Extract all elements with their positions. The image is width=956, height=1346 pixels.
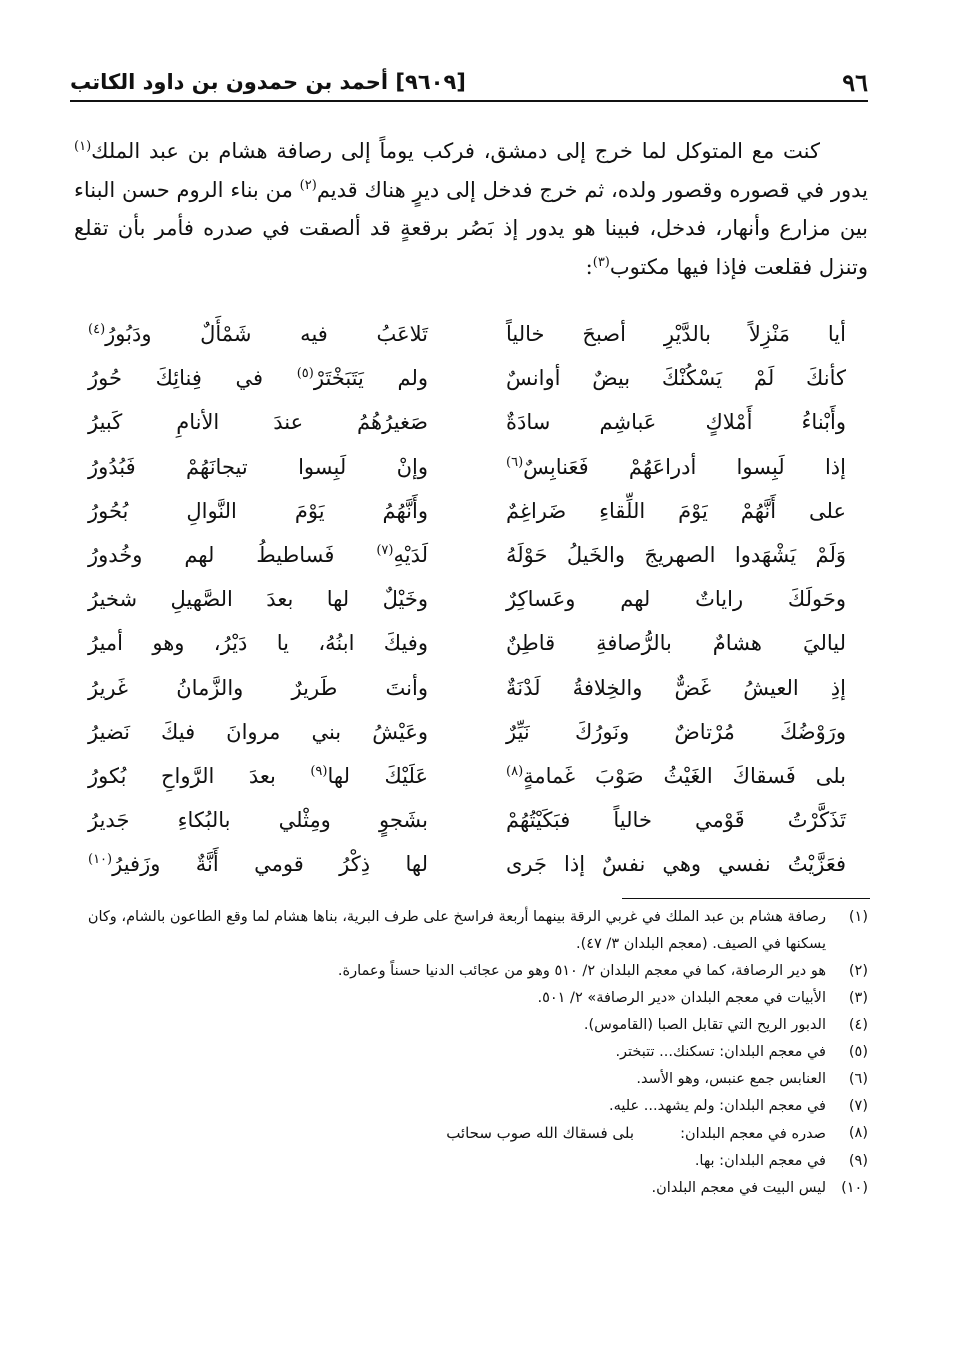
prose-text-3: من بناء الروم حسن البناء بين مزارع وأنهار، فدخل، فبينا هو يدور إذ بَصُر برقعةٍ قد ألصقت في صدره فأمر بأن تقلع وتنزل فقلعت فإذا فيها مكتوب xyxy=(74,177,868,279)
hemistich-text: على أَنَّهُمْ يَوْمَ اللِّقاءِ ضَراغِمٌ xyxy=(506,498,846,523)
footnote-item xyxy=(74,985,868,1012)
footnote-number: (٦) xyxy=(848,1071,868,1087)
poem xyxy=(88,312,846,886)
verse-line xyxy=(88,710,846,754)
hemistich-text-cont: في فِنائِكَ حُورُ xyxy=(88,366,297,391)
paragraph-body xyxy=(74,132,868,286)
footnote-number: (٤) xyxy=(848,1017,868,1033)
verse-line xyxy=(88,754,846,798)
verse-hemistich-second xyxy=(88,808,428,832)
footnote-ref-3: (٣) xyxy=(592,254,610,270)
hemistich-text: وحَولَكَ راياتٌ لهم وعَساكِرٌ xyxy=(506,587,846,612)
footnote-item xyxy=(74,1148,868,1175)
footnote-item xyxy=(74,1012,868,1039)
verse-line xyxy=(88,798,846,842)
verse-hemistich-first xyxy=(506,764,846,788)
hemistich-text: بلى فَسقاكَ الغَيْثُ صَوْبَ غَمامةٍ xyxy=(523,763,846,788)
footnote-number: (٩) xyxy=(848,1153,868,1169)
footnote-ref: (٦) xyxy=(506,454,524,470)
verse-hemistich-first xyxy=(506,543,846,567)
verse-hemistich-second xyxy=(88,764,428,788)
hemistich-text: إذا لَبِسوا أدراعَهُمْ فَعَنابِسٌ xyxy=(523,454,846,479)
header-divider xyxy=(70,100,868,102)
verse-hemistich-first xyxy=(506,410,846,434)
verse-line xyxy=(88,577,846,621)
footnote-item xyxy=(74,1175,868,1202)
hemistich-text-cont: فَساطيطُ لهم وخُدورُ xyxy=(88,543,377,568)
hemistich-text: عَلَيْكَ لها xyxy=(327,763,428,788)
hemistich-text: ورَوْضُكَ مُرْتاضٌ ونَورُكَ نَيِّرٌ xyxy=(506,719,846,744)
verse-line xyxy=(88,533,846,577)
verse-hemistich-first xyxy=(506,676,846,700)
hemistich-text: وأَنَّهُمُ يَوْمَ النَّوالِ بُحُورُ xyxy=(88,498,428,523)
footnote-text: هو دير الرصافة، كما في معجم البلدان ٢/ ٥١٠ وهو من عجائب الدنيا حسناً وعمارة. xyxy=(337,963,826,979)
footnote-text: الأبيات في معجم البلدان «دير الرصافة» ٢/ ٥٠١. xyxy=(537,990,826,1006)
footnote-text: العنابس جمع عنبس، وهو الأسد. xyxy=(636,1071,826,1087)
footnote-item xyxy=(74,1120,868,1148)
footnote-number: (٧) xyxy=(848,1098,868,1114)
footnote-divider xyxy=(622,898,870,899)
footnote-ref: (٩) xyxy=(310,763,328,779)
verse-hemistich-second xyxy=(88,676,428,700)
verse-hemistich-first xyxy=(506,322,846,346)
footnote-number: (٢) xyxy=(848,963,868,979)
prose-paragraph xyxy=(74,132,868,286)
prose-text-2: يدور في قصوره وقصور ولده، ثم خرج فدخل إلى ديرٍ هناك قديم xyxy=(316,177,868,202)
page-header xyxy=(70,66,868,98)
hemistich-text: صَغيرُهُمُ عندَ الأنامِ كَبيرُ xyxy=(88,410,428,435)
hemistich-text: تَلاعَبُ فيه شَمْأَلٌ ودَبُورُ xyxy=(105,322,428,347)
footnote-ref: (٨) xyxy=(506,763,524,779)
footnote-text: في معجم البلدان: تسكنك... تتبختر. xyxy=(615,1044,826,1060)
hemistich-text: أيا مَنْزِلاً بالدَّيْرِ أصبحَ خالياً xyxy=(506,322,846,347)
footnote-ref: (٧) xyxy=(376,543,394,559)
hemistich-text: وَلَمْ يَشْهَدوا الصهريجَ والخَيلُ حَوْلَهُ xyxy=(506,543,846,568)
running-title: [٩٦٠٩] أحمد بن حمدون بن داود الكاتب xyxy=(70,70,466,94)
footnote-item xyxy=(74,958,868,985)
footnote-ref-1: (١) xyxy=(74,139,92,154)
hemistich-text: لَدَيْهِ xyxy=(393,543,428,568)
verse-hemistich-second xyxy=(88,455,428,479)
prose-end: : xyxy=(585,254,593,279)
verse-hemistich-first xyxy=(506,720,846,744)
hemistich-text: تَذَكَّرْتُ قَوْمي خالياً فبَكَيْتُهُمْ xyxy=(506,808,846,833)
verse-hemistich-second xyxy=(88,543,428,567)
verse-line xyxy=(88,621,846,665)
footnote-number: (٣) xyxy=(848,990,868,1006)
footnote-number: (١٠) xyxy=(841,1180,868,1196)
hemistich-text: إذِ العيشُ غَضٌّ والخِلافةُ لَدْنَةٌ xyxy=(506,675,846,700)
footnote-text-lead: صدره في معجم البلدان: xyxy=(680,1126,826,1142)
footnote-ref: (١٠) xyxy=(88,852,113,868)
footnote-item xyxy=(74,1066,868,1093)
footnote-number: (٥) xyxy=(848,1044,868,1060)
footnote-number: (١) xyxy=(848,909,868,925)
hemistich-text: وعَيْشُ بني مروانَ فيكَ نَضيرُ xyxy=(88,719,428,744)
verse-line xyxy=(88,666,846,710)
footnote-number: (٨) xyxy=(848,1125,868,1141)
verse-hemistich-first xyxy=(506,808,846,832)
verse-hemistich-first xyxy=(506,587,846,611)
prose-text-1: كنت مع المتوكل لما خرج إلى دمشق، فركب يوماً إلى رصافة هشام بن عبد الملك xyxy=(91,139,820,163)
verse-hemistich-first xyxy=(506,852,846,876)
page-number: ٩٦ xyxy=(842,67,868,97)
hemistich-text: وإنْ لَبِسوا تيجانَهُمْ فَبُدُورُ xyxy=(88,454,428,479)
verse-hemistich-second xyxy=(88,852,428,876)
footnote-item xyxy=(74,1093,868,1120)
verse-line xyxy=(88,356,846,400)
hemistich-text-cont: بعدَ الرَّواحِ بُكورُ xyxy=(88,763,311,788)
footnote-text xyxy=(74,1120,826,1148)
footnote-item xyxy=(74,1039,868,1066)
hemistich-text: وأنتَ طَريرٌ والزَّمانُ غَريرُ xyxy=(88,675,428,700)
hemistich-text: لياليَ هشامٌ بالرُّصافةِ قاطِنٌ xyxy=(506,631,846,656)
footnote-text: في معجم البلدان: ولم يشهد... عليه. xyxy=(608,1098,826,1114)
footnote-ref-2: (٢) xyxy=(299,177,317,193)
verse-hemistich-second xyxy=(88,499,428,523)
hemistich-text: وفيكَ ابنُهُ، يا دَيْرُ، وهو أميرُ xyxy=(88,631,428,656)
verse-hemistich-second xyxy=(88,322,428,346)
verse-hemistich-first xyxy=(506,366,846,390)
hemistich-text: ولم يَتَبَخْتَرْ xyxy=(313,366,428,391)
footnote-ref: (٥) xyxy=(296,366,314,382)
footnote-text: ليس البيت في معجم البلدان. xyxy=(651,1180,826,1196)
hemistich-text: كأنكَ لَمْ يَسْكُنْكَ بيضٌ أوانسٌ xyxy=(506,366,846,391)
verse-line xyxy=(88,400,846,444)
verse-hemistich-second xyxy=(88,587,428,611)
verse-line xyxy=(88,489,846,533)
verse-hemistich-second xyxy=(88,720,428,744)
hemistich-text: فعَزَّيْتُ نفسي وهي نفسٌ إذا جَرى xyxy=(506,852,846,877)
verse-line xyxy=(88,312,846,356)
footnote-ref: (٤) xyxy=(88,322,106,338)
hemistich-text: لها ذِكْرُ قومي أَنَّةٌ وزَفيرُ xyxy=(112,852,428,877)
verse-hemistich-first xyxy=(506,455,846,479)
footnote-verse-variant: بلى فسقاك الله صوب سحائب xyxy=(446,1124,635,1142)
verse-hemistich-first xyxy=(506,631,846,655)
verse-hemistich-first xyxy=(506,499,846,523)
verse-line xyxy=(88,445,846,489)
footnote-text: رصافة هشام بن عبد الملك في غربي الرقة بينهما أربعة فراسخ على طرف البرية، بناها هشام لما وقع الطاعون بالشام، وكان يسكنها في الصيف. (معجم البلدان ٣/ ٤٧). xyxy=(87,909,826,952)
hemistich-text: وخَيْلٌ لها بعدَ الصَّهيلِ شخيرُ xyxy=(88,587,428,612)
verse-hemistich-second xyxy=(88,366,428,390)
footnote-text: الدبور الريح التي تقابل الصبا (القاموس). xyxy=(583,1017,826,1033)
hemistich-text: بشَجوٍ ومِثْلي بالبُكاءِ جَديرُ xyxy=(88,808,428,833)
verse-hemistich-second xyxy=(88,631,428,655)
verse-line xyxy=(88,842,846,886)
footnotes xyxy=(74,904,868,1202)
verse-hemistich-second xyxy=(88,410,428,434)
hemistich-text: وأَبْناءُ أَمْلاكٍ عَباشِم سادَةٌ xyxy=(506,410,846,435)
footnote-text: في معجم البلدان: بها. xyxy=(694,1153,826,1169)
footnote-item xyxy=(74,904,868,958)
